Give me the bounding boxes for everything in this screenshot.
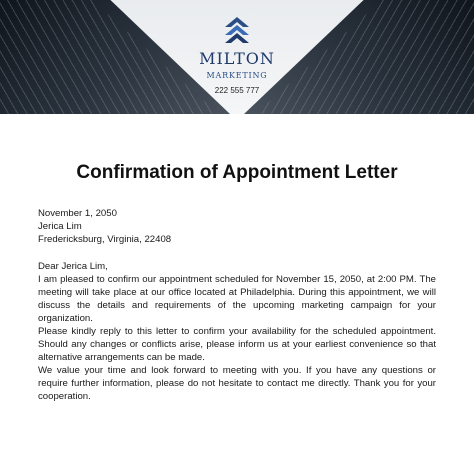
company-phone: 222 555 777 <box>214 86 260 95</box>
brand-tagline: MARKETING <box>206 71 268 80</box>
recipient-name: Jerica Lim <box>38 221 82 232</box>
header-photo <box>0 0 474 114</box>
company-logo-block <box>178 0 296 114</box>
brand-name: MILTON <box>199 49 275 68</box>
paragraph-confirmation: I am pleased to confirm our appointment scheduled for November 15, 2050, at 2:00 PM. The meeting will take place at our office located at Philadelphia. During this appointment, we will discuss the details and requirements of the upcoming marketing campaign for your organization. <box>38 274 436 324</box>
letter-date: November 1, 2050 <box>38 208 117 219</box>
letter-title: Confirmation of Appointment Letter <box>76 162 398 183</box>
milton-logo-icon <box>225 17 249 45</box>
recipient-block <box>38 220 436 246</box>
paragraph-reply-request: Please kindly reply to this letter to confirm your availability for the scheduled appointment. Should any changes or conflicts arise, please inform us at your earliest convenience so that alternative arrangements can be made. <box>38 326 436 363</box>
paragraph-closing: We value your time and look forward to meeting with you. If you have any questions or require further information, please do not hesitate to contact me directly. Thank you for your cooperation. <box>38 365 436 402</box>
greeting: Dear Jerica Lim, <box>38 261 108 272</box>
recipient-address: Fredericksburg, Virginia, 22408 <box>38 234 172 245</box>
letter-body <box>38 207 436 403</box>
